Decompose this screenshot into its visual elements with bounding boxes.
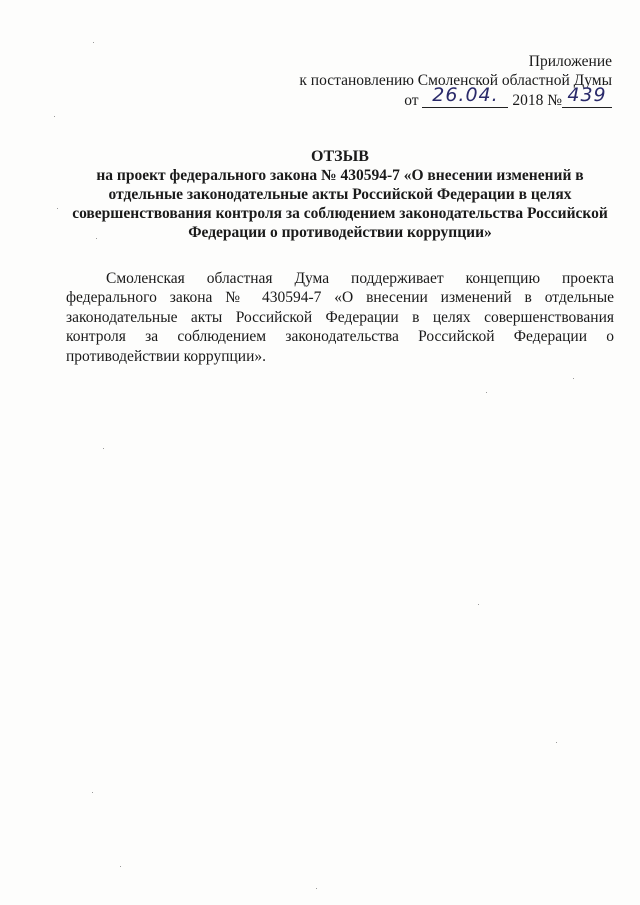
scan-speck <box>486 392 487 393</box>
body-paragraph: Смоленская областная Дума поддерживает концепцию проекта федерального закона № 430594-7 «О внесении изменений в отдельные законодательные акты Российской Федерации в целях совершенствования контроля за соблюдением законодательства Российской Федерации о противодействии коррупции». <box>66 269 614 365</box>
title-heading: ОТЗЫВ <box>311 148 369 165</box>
title-subtitle: на проект федерального закона № 430594-7 «О внесении изменений в отдельные законодательные акты Российской Федерации в целях совершенствования контроля за соблюдением законодательства Российской Федерации о противодействии коррупции» <box>72 167 608 241</box>
scan-speck <box>92 792 93 793</box>
scan-speck <box>103 448 104 449</box>
scan-speck <box>57 208 58 209</box>
document-title <box>60 147 620 242</box>
annex-date-line <box>299 84 612 110</box>
scan-speck <box>93 42 94 43</box>
scan-speck <box>54 116 55 117</box>
annex-label: Приложение <box>528 53 612 70</box>
scan-speck <box>316 888 317 889</box>
scan-speck <box>96 238 97 239</box>
scan-speck <box>556 742 557 743</box>
date-prefix: от <box>404 92 419 109</box>
handwritten-date: 26.04. <box>432 84 499 106</box>
annex-reference: к постановлению Смоленской областной Думы <box>299 72 612 89</box>
number-field <box>562 84 612 108</box>
scan-speck <box>120 866 121 867</box>
handwritten-number: 439 <box>567 84 607 106</box>
scan-speck <box>573 378 574 379</box>
scan-speck <box>478 604 479 605</box>
annex-block <box>299 52 612 110</box>
year: 2018 <box>512 92 544 109</box>
number-sign: № <box>547 92 562 109</box>
date-field <box>422 84 508 108</box>
